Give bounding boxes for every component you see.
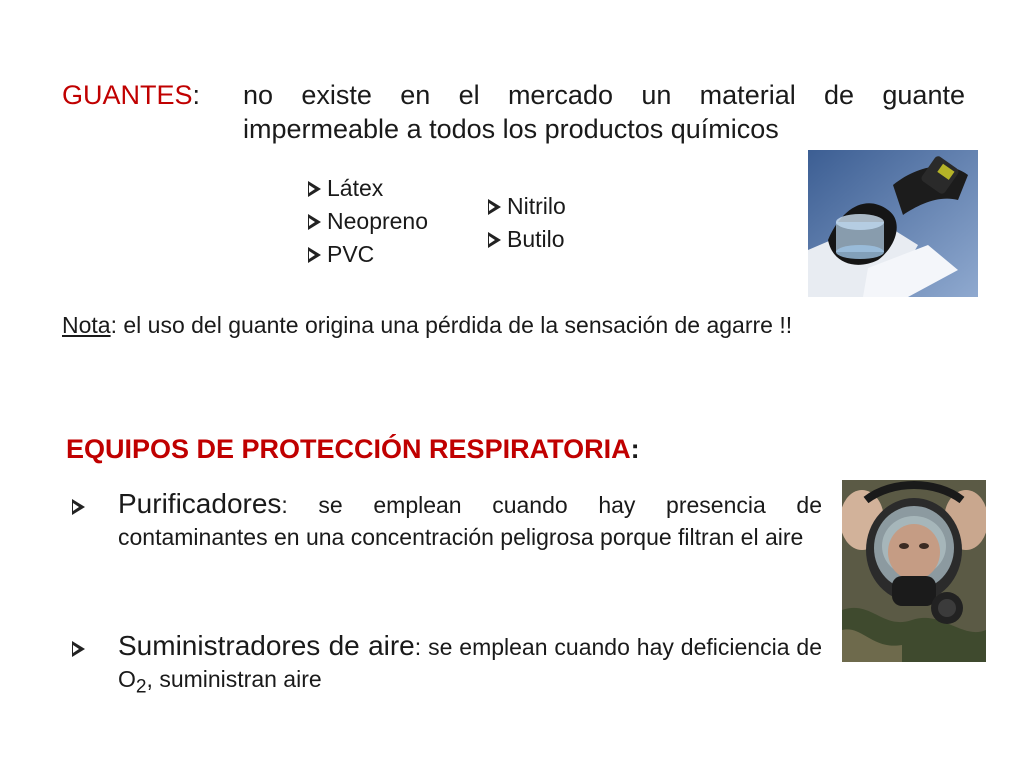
gloves-heading <box>62 78 200 112</box>
gloves-colon: : <box>192 80 201 110</box>
air-suppliers-head: Suministradores de aire <box>118 630 415 661</box>
gloves-title: GUANTES <box>62 80 193 110</box>
list-item: Neopreno <box>308 205 428 238</box>
list-item: Látex <box>308 172 428 205</box>
list-item <box>72 488 822 553</box>
air-suppliers-description <box>118 630 822 704</box>
glove-materials-list-1 <box>308 172 428 271</box>
gloves-description-line2: impermeable a todos los productos químicos <box>243 114 779 144</box>
air-suppliers-text-end: , suministran aire <box>146 666 322 692</box>
note-label: Nota <box>62 312 111 338</box>
purifiers-head: Purificadores <box>118 488 282 519</box>
arrow-bullet-icon <box>72 499 85 515</box>
respiratory-colon: : <box>630 434 640 464</box>
arrow-bullet-icon <box>488 232 501 248</box>
oxygen-subscript: 2 <box>135 676 147 698</box>
gloves-description-line1: no existe en el mercado un material de guante <box>243 80 965 110</box>
arrow-bullet-icon <box>72 641 85 657</box>
purifiers-text: : se emplean cuando hay presencia de contaminantes en una concentración peligrosa porque filtran el aire <box>118 492 822 550</box>
gas-mask-photo <box>842 480 986 662</box>
note-text: : el uso del guante origina una pérdida de la sensación de agarre !! <box>110 312 793 338</box>
respiratory-title: EQUIPOS DE PROTECCIÓN RESPIRATORIA <box>66 434 631 464</box>
list-item: PVC <box>308 238 428 271</box>
purifiers-description <box>118 488 822 553</box>
respiratory-heading <box>66 432 640 466</box>
air-suppliers-text: : se emplean cuando hay deficiencia de O <box>118 634 822 692</box>
arrow-bullet-icon <box>308 247 321 263</box>
list-item: Butilo <box>488 223 566 256</box>
arrow-bullet-icon <box>488 199 501 215</box>
list-item: Nitrilo <box>488 190 566 223</box>
list-item <box>72 630 822 704</box>
arrow-bullet-icon <box>308 214 321 230</box>
gloves-photo <box>808 150 978 297</box>
gloves-note <box>62 310 792 340</box>
arrow-bullet-icon <box>308 181 321 197</box>
glove-materials-list-2 <box>488 190 566 256</box>
